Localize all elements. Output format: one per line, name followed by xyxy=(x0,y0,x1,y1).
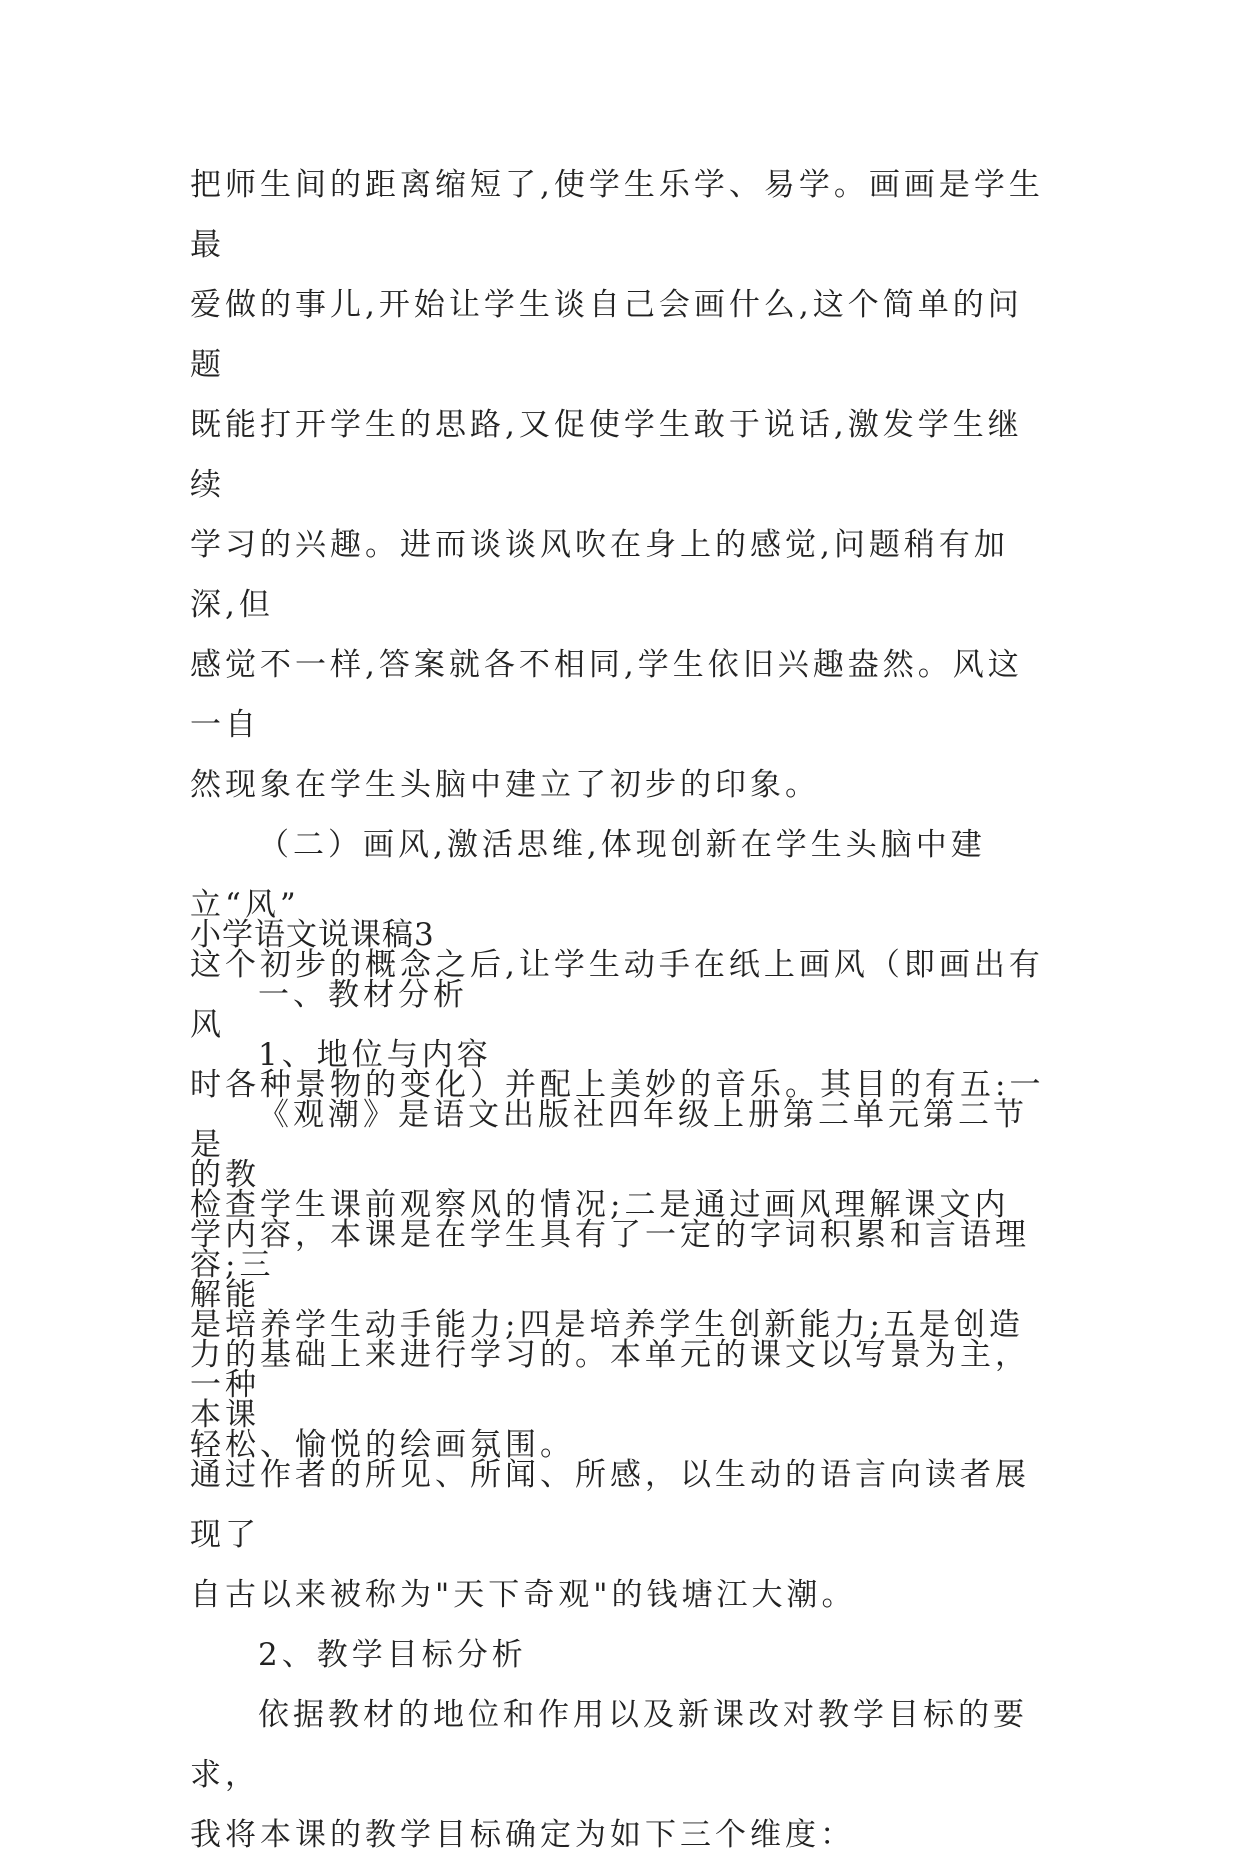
text-line: 是培养学生动手能力;四是培养学生创新能力;五是创造一种 xyxy=(190,1307,1024,1403)
text-line: 轻松、愉悦的绘画氛围。 xyxy=(190,1427,575,1463)
heading-position-content: 1、地位与内容 xyxy=(258,1037,492,1073)
text-line: 依据教材的地位和作用以及新课改对教学目标的要求， xyxy=(190,1697,1028,1793)
text-line: 通过作者的所见、所闻、所感，以生动的语言向读者展现了 xyxy=(190,1457,1030,1553)
text-line: 学内容，本课是在学生具有了一定的字词积累和言语理解能 xyxy=(190,1217,1030,1313)
text-line: 自古以来被称为"天下奇观"的钱塘江大潮。 xyxy=(190,1577,857,1613)
paragraph-lesson-intro xyxy=(190,1085,1050,1625)
text-line: 我将本课的教学目标确定为如下三个维度： xyxy=(190,1817,855,1853)
text-line: 感觉不一样,答案就各不相同,学生依旧兴趣盎然。风这一自 xyxy=(190,647,1023,743)
text-line: 时各种景物的变化）并配上美妙的音乐。其目的有五:一是 xyxy=(190,1067,1045,1163)
section-lesson-3 xyxy=(190,905,1050,1865)
text-line: 《观潮》是语文出版社四年级上册第二单元第二节的教 xyxy=(190,1097,1028,1193)
text-line: 把师生间的距离缩短了,使学生乐学、易学。画画是学生最 xyxy=(190,167,1044,263)
heading-textbook-analysis: 一、教材分析 xyxy=(258,977,468,1013)
heading-teaching-goals: 2、教学目标分析 xyxy=(258,1637,527,1673)
section-title: 小学语文说课稿3 xyxy=(190,917,435,953)
text-line: （二）画风,激活思维,体现创新在学生头脑中建立“风” xyxy=(190,827,986,923)
paragraph-continued xyxy=(190,155,1050,815)
text-line: 这个初步的概念之后,让学生动手在纸上画风（即画出有风 xyxy=(190,947,1044,1043)
text-line: 检查学生课前观察风的情况;二是通过画风理解课文内容;三 xyxy=(190,1187,1010,1283)
text-line: 力的基础上来进行学习的。本单元的课文以写景为主，本课 xyxy=(190,1337,1030,1433)
text-line: 学习的兴趣。进而谈谈风吹在身上的感觉,问题稍有加深,但 xyxy=(190,527,1009,623)
text-line: 然现象在学生头脑中建立了初步的印象。 xyxy=(190,767,820,803)
text-line: 既能打开学生的思路,又促使学生敢于说话,激发学生继续 xyxy=(190,407,1023,503)
paragraph-teaching-goals xyxy=(190,1685,1050,1865)
text-line: 爱做的事儿,开始让学生谈自己会画什么,这个简单的问题 xyxy=(190,287,1023,383)
